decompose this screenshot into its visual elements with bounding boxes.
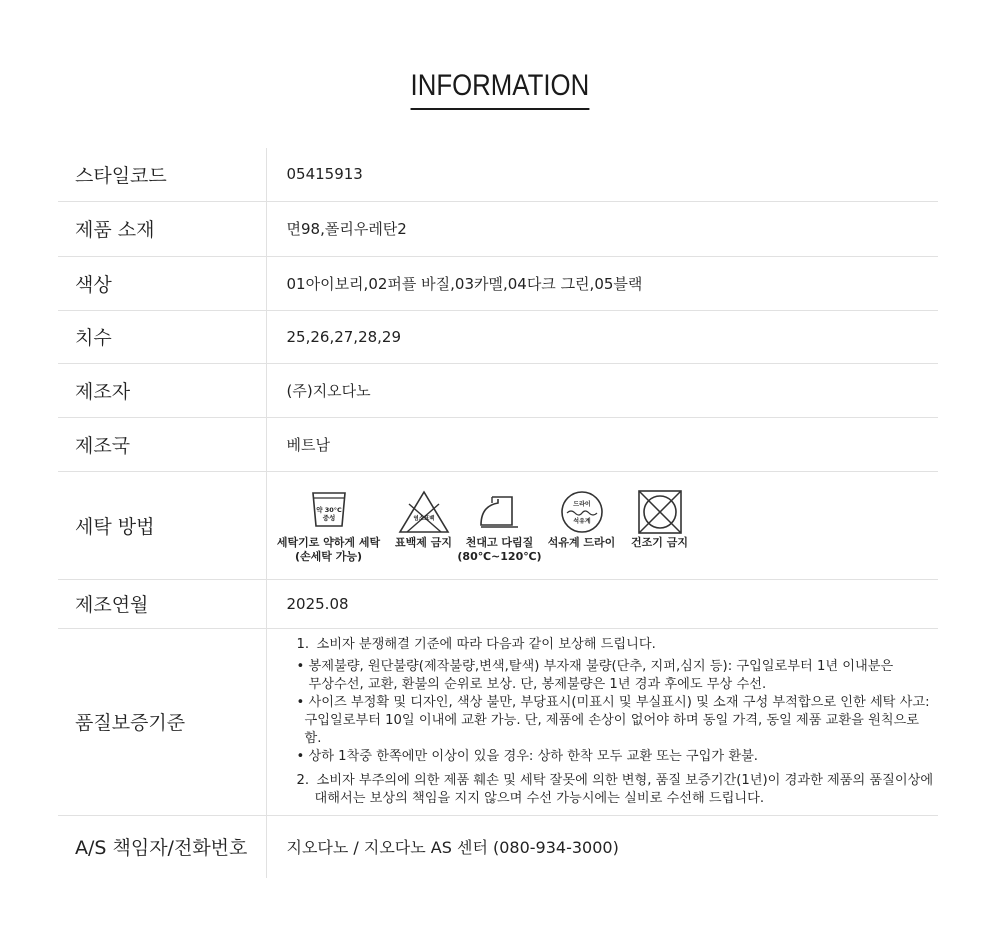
wash-caption: 석유계 드라이: [547, 535, 616, 549]
info-table: [58, 148, 938, 878]
svg-text:석유계: 석유계: [572, 517, 591, 525]
svg-text:드라이: 드라이: [572, 500, 591, 508]
svg-text:약 30°C: 약 30°C: [315, 505, 342, 514]
wash-item: [267, 489, 391, 564]
wash-item: [621, 489, 699, 550]
wash-caption: 천대고 다림질: [465, 535, 534, 549]
row-value-country: 베트남: [266, 417, 938, 471]
no-bleach-icon: [397, 489, 451, 535]
table-row: [58, 310, 938, 363]
row-value-material: 면98,폴리우레탄2: [266, 201, 938, 256]
warranty-content: [266, 628, 938, 815]
wash-caption: 건조기 금지: [631, 535, 688, 549]
row-label-wash: 세탁 방법: [58, 471, 266, 579]
wash-caption-sub: (손세탁 가능): [294, 549, 362, 563]
iron-icon: [478, 489, 522, 531]
row-label-mfg-date: 제조연월: [58, 579, 266, 628]
table-row: [58, 579, 938, 628]
table-row: [58, 148, 938, 201]
table-row: [58, 471, 938, 579]
wash-item: [457, 489, 543, 564]
warranty-item: 1. 소비자 분쟁해결 기준에 따라 다음과 같이 보상해 드립니다.: [296, 636, 656, 652]
wash-instructions: [266, 471, 938, 579]
table-row: [58, 628, 938, 815]
row-value-as-contact: 지오다노 / 지오다노 AS 센터 (080-934-3000): [286, 838, 619, 858]
warranty-bullet: • 봉제불량, 원단불량(제작불량,변색,탈색) 부자재 불량(단추, 지퍼,심지 등): 구입일로부터 1년 이내분은: [296, 658, 894, 674]
warranty-bullet: • 사이즈 부정확 및 디자인, 색상 불만, 부당표시(미표시 및 부실표시) 및 소재 구성 부적합으로 인한 세탁 사고:: [296, 694, 930, 710]
wash-caption-sub: (80℃~120℃): [457, 549, 542, 563]
table-row: [58, 256, 938, 310]
row-label-color: 색상: [58, 256, 266, 310]
row-label-size: 치수: [58, 310, 266, 363]
row-label-manufacturer: 제조자: [58, 363, 266, 417]
svg-text:염소표백: 염소표백: [412, 515, 435, 522]
row-label-material: 제품 소재: [58, 201, 266, 256]
no-tumble-dry-icon: [637, 489, 683, 535]
svg-text:중성: 중성: [322, 513, 335, 522]
table-row: [58, 815, 938, 878]
table-row: [58, 363, 938, 417]
row-value-style-code: 05415913: [266, 148, 938, 201]
wash-caption: 표백제 금지: [395, 535, 452, 549]
row-label-style-code: 스타일코드: [58, 148, 266, 201]
wash-item: [391, 489, 457, 550]
wash-item: [543, 489, 621, 550]
warranty-item: 2. 소비자 부주의에 의한 제품 훼손 및 세탁 잘못에 의한 변형, 품질 보증기간(1년)이 경과한 제품의 품질이상에: [296, 772, 934, 788]
row-value-color: 01아이보리,02퍼플 바질,03카멜,04다크 그린,05블랙: [266, 256, 938, 310]
warranty-text: 1. 소비자 분쟁해결 기준에 따라 다음과 같이 보상해 드립니다. • 봉제불량, 원단불량(제작불량,변색,탈색) 부자재 불량(단추, 지퍼,심지 등): 구입일로부터 1년 이내분은 무상수선, 교환, 환불의 순위로 보상. 단, 봉제불량은 1년 경과 후에도 무상 수선. • 사이즈 부정확 및 디자인, 색상 불만, 부당표시(미표시 및 부실표시) 및 소재 구성 부적합으로 인한 세탁 사고: 구입일로부터 10일 이내에 교환 가능. 단, 제품에 손상이 없어야 하며 동일 가격, 동일 제품 교환을 원칙으로 함. • 상하 1착중 한쪽에만 이상이 있을 경우: 상하 한착 모두 교환 또는 구입가 환불. 2. 소비자 부주의에 의한 제품 훼손 및 세탁 잘못에 의한 변형, 품질 보증기간(1년)이 경과한 제품의 품질이상에 대해서는 보상의 책임을 지지 않으며 수선 가능시에는 실비로 수선해 드립니다.: [297, 634, 939, 810]
wash-icons: [267, 487, 939, 564]
table-row: [58, 417, 938, 471]
row-label-country: 제조국: [58, 417, 266, 471]
warranty-bullet: • 상하 1착중 한쪽에만 이상이 있을 경우: 상하 한착 모두 교환 또는 구입가 환불.: [296, 748, 758, 764]
row-value-size: 25,26,27,28,29: [266, 310, 938, 363]
table-row: [58, 201, 938, 256]
row-label-warranty: 품질보증기준: [58, 628, 266, 815]
row-value-manufacturer: (주)지오다노: [266, 363, 938, 417]
dry-clean-icon: [560, 489, 604, 535]
page-title: INFORMATION: [411, 66, 590, 110]
wash-tub-30-icon: [309, 489, 349, 531]
row-label-as-contact: A/S 책임자/전화번호: [58, 815, 266, 878]
wash-caption: 세탁기로 약하게 세탁: [276, 535, 381, 549]
title-wrap: [0, 66, 1000, 110]
row-value-mfg-date: 2025.08: [266, 579, 938, 628]
